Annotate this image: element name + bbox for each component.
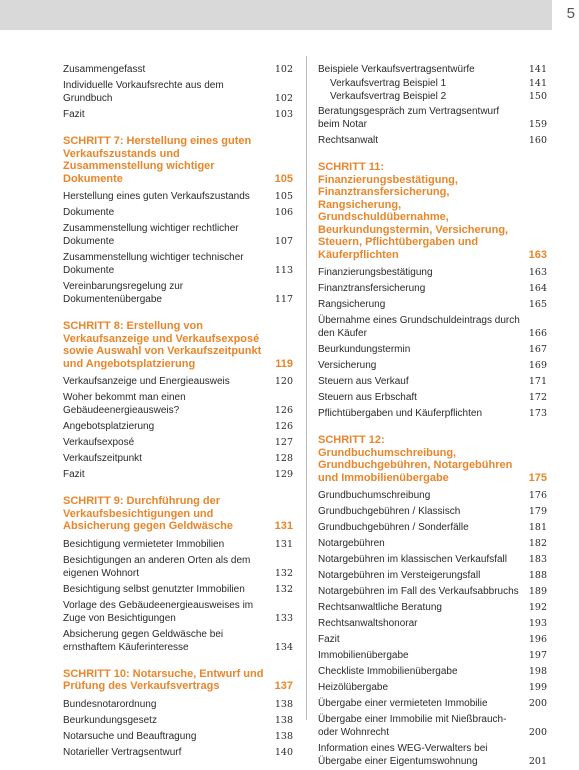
toc-entry bbox=[318, 616, 547, 632]
toc-left-column bbox=[63, 62, 293, 761]
toc-entry bbox=[318, 406, 547, 422]
toc-entry bbox=[318, 265, 547, 281]
toc-entry-title: Zusammengefasst bbox=[63, 64, 146, 75]
toc-page-number: 138 bbox=[274, 714, 293, 726]
toc-entry-title: Notarsuche und Beauftragung bbox=[63, 730, 197, 742]
toc-page-number: 103 bbox=[274, 109, 293, 120]
toc-entry-title: SCHRITT 7: Herstellung eines guten Verkaufszustands und Zusammenstellung wichtiger Dokumente bbox=[63, 135, 252, 185]
toc-entry-title: Versicherung bbox=[318, 360, 377, 371]
toc-entry-title: Übernahme eines Grundschuldeintrags durch den Käufer bbox=[318, 315, 520, 339]
toc-entry-title: Zusammenstellung wichtiger rechtlicher Dokumente bbox=[63, 223, 239, 247]
toc-entry-title: Checkliste Immobilienübergabe bbox=[318, 666, 458, 677]
toc-entry bbox=[318, 696, 547, 712]
toc-page-number: 126 bbox=[274, 421, 293, 432]
toc-page-number: 182 bbox=[528, 538, 547, 549]
toc-entry bbox=[63, 250, 293, 279]
toc-entry bbox=[63, 729, 293, 745]
toc-entry-title: Grundbuchgebühren / Sonderfälle bbox=[318, 522, 469, 533]
toc-page-number: 126 bbox=[274, 405, 293, 416]
toc-entry-title: Information eines WEG-Verwalters bei Übergabe einer Eigentumswohnung bbox=[318, 743, 488, 767]
toc-entry bbox=[318, 62, 547, 78]
toc-entry-title: Beurkundungstermin bbox=[318, 344, 411, 355]
toc-right-column bbox=[318, 62, 547, 770]
toc-entry-title: Besichtigung vermieteter Immobilien bbox=[63, 538, 225, 550]
page-number: 5 bbox=[566, 5, 575, 22]
toc-page-number: 165 bbox=[528, 299, 547, 310]
toc-entry bbox=[318, 632, 547, 648]
page-header-bar bbox=[0, 0, 579, 30]
toc-entry-title: Beurkundungsgesetz bbox=[63, 714, 157, 726]
toc-page-number: 163 bbox=[528, 248, 547, 261]
toc-entry bbox=[318, 281, 547, 297]
toc-entry bbox=[63, 553, 293, 582]
toc-entry bbox=[318, 520, 547, 536]
toc-page-number: 131 bbox=[274, 520, 293, 532]
toc-entry bbox=[318, 568, 547, 584]
toc-entry bbox=[63, 205, 293, 221]
toc-page-number: 200 bbox=[528, 698, 547, 709]
toc-entry-title: Notargebühren im klassischen Verkaufsfall bbox=[318, 554, 507, 565]
toc-entry bbox=[63, 713, 293, 729]
toc-entry-title: Fazit bbox=[63, 469, 85, 480]
toc-entry-title: Heizölübergabe bbox=[318, 682, 389, 693]
toc-page-number: 166 bbox=[528, 328, 547, 339]
toc-entry bbox=[63, 189, 293, 205]
toc-entry bbox=[63, 697, 293, 713]
toc-entry-title: Übergabe einer vermieteten Immobilie bbox=[318, 698, 488, 709]
toc-page-number: 102 bbox=[274, 64, 293, 75]
toc-entry-title: Beratungsgespräch zum Vertragsentwurf beim Notar bbox=[318, 106, 500, 130]
toc-entry-title: Pflichtübergaben und Käuferpflichten bbox=[318, 408, 483, 419]
toc-page-number: 105 bbox=[274, 191, 293, 202]
toc-page-number: 201 bbox=[528, 756, 547, 767]
toc-entry-title: Notargebühren bbox=[318, 538, 385, 549]
toc-entry bbox=[318, 536, 547, 552]
toc-entry bbox=[63, 451, 293, 467]
toc-sub-entry bbox=[318, 91, 547, 104]
toc-entry bbox=[318, 390, 547, 406]
toc-chapter-heading bbox=[63, 320, 293, 370]
toc-entry bbox=[318, 488, 547, 504]
toc-entry-title: SCHRITT 12: Grundbuchumschreibung, Grundbuchgebühren, Notargebühren und Immobilienübergabe bbox=[318, 434, 513, 484]
toc-page-number: 140 bbox=[274, 746, 293, 758]
toc-page-number: 141 bbox=[528, 64, 547, 75]
toc-entry-title: Steuern aus Verkauf bbox=[318, 376, 409, 387]
toc-page-number: 128 bbox=[274, 453, 293, 464]
toc-page-number: 129 bbox=[274, 469, 293, 480]
toc-entry bbox=[318, 133, 547, 149]
toc-entry-title: Herstellung eines guten Verkaufszustands bbox=[63, 191, 250, 202]
toc-page-number: 137 bbox=[274, 680, 293, 692]
toc-page-number: 127 bbox=[274, 437, 293, 448]
toc-page-number: 138 bbox=[274, 730, 293, 742]
toc-page-number: 106 bbox=[274, 207, 293, 218]
toc-entry bbox=[318, 600, 547, 616]
toc-page-number: 133 bbox=[274, 612, 293, 624]
toc-entry bbox=[63, 537, 293, 553]
toc-entry-title: Absicherung gegen Geldwäsche bei ernsthaftem Käuferinteresse bbox=[63, 628, 224, 653]
toc-chapter-heading bbox=[318, 434, 547, 484]
toc-entry bbox=[63, 78, 293, 107]
toc-page-number: 193 bbox=[528, 618, 547, 629]
toc-entry-title: Besichtigung selbst genutzter Immobilien bbox=[63, 583, 245, 595]
toc-page-number: 150 bbox=[528, 91, 547, 102]
toc-entry-title: SCHRITT 9: Durchführung der Verkaufsbesichtigungen und Absicherung gegen Geldwäsche bbox=[63, 495, 233, 532]
toc-page-number: 196 bbox=[528, 634, 547, 645]
toc-entry bbox=[318, 680, 547, 696]
toc-entry bbox=[318, 342, 547, 358]
toc-page-number: 198 bbox=[528, 666, 547, 677]
toc-entry-title: Rechtsanwaltliche Beratung bbox=[318, 602, 442, 613]
toc-chapter-heading bbox=[63, 495, 293, 533]
toc-page-number: 197 bbox=[528, 650, 547, 661]
toc-entry bbox=[63, 745, 293, 761]
toc-entry bbox=[318, 358, 547, 374]
toc-entry bbox=[63, 435, 293, 451]
toc-page-number: 183 bbox=[528, 554, 547, 565]
toc-page-number: 169 bbox=[528, 360, 547, 371]
toc-entry-title: Individuelle Vorkaufsrechte aus dem Grundbuch bbox=[63, 80, 224, 104]
toc-entry bbox=[318, 374, 547, 390]
toc-entry bbox=[318, 712, 547, 741]
toc-entry bbox=[63, 221, 293, 250]
toc-entry bbox=[318, 648, 547, 664]
toc-page-number: 159 bbox=[528, 119, 547, 130]
toc-page-number: 120 bbox=[274, 376, 293, 387]
toc-page-number: 131 bbox=[274, 538, 293, 550]
toc-entry-title: Vereinbarungsregelung zur Dokumentenübergabe bbox=[63, 281, 184, 305]
toc-entry bbox=[63, 467, 293, 483]
toc-entry bbox=[63, 107, 293, 123]
toc-entry-title: Beispiele Verkaufsvertragsentwürfe bbox=[318, 64, 475, 75]
toc-entry-title: Besichtigungen an anderen Orten als dem eigenen Wohnort bbox=[63, 554, 251, 579]
toc-page-number: 200 bbox=[528, 727, 547, 738]
toc-page-number: 119 bbox=[275, 357, 293, 370]
toc-page-number: 167 bbox=[528, 344, 547, 355]
toc-entry-title: Verkaufsvertrag Beispiel 1 bbox=[330, 78, 447, 89]
toc-page-number: 113 bbox=[274, 265, 293, 276]
column-divider bbox=[306, 56, 307, 720]
toc-entry-title: Vorlage des Gebäudeenergieausweises im Zuge von Besichtigungen bbox=[63, 599, 254, 624]
toc-entry bbox=[63, 62, 293, 78]
toc-entry bbox=[318, 297, 547, 313]
toc-page-number: 141 bbox=[528, 78, 547, 89]
toc-page-number: 107 bbox=[274, 236, 293, 247]
toc-entry-title: Zusammenstellung wichtiger technischer Dokumente bbox=[63, 252, 244, 276]
toc-page-number: 192 bbox=[528, 602, 547, 613]
toc-entry-title: Notarieller Vertragsentwurf bbox=[63, 746, 182, 758]
toc-entry-title: Fazit bbox=[63, 109, 85, 120]
toc-page-number: 175 bbox=[528, 471, 547, 484]
toc-entry-title: Übergabe einer Immobilie mit Nießbrauch- oder Wohnrecht bbox=[318, 714, 507, 738]
toc-entry bbox=[63, 582, 293, 598]
toc-entry bbox=[318, 104, 547, 133]
toc-entry-title: Immobilienübergabe bbox=[318, 650, 409, 661]
toc-entry bbox=[63, 390, 293, 419]
toc-entry bbox=[318, 584, 547, 600]
toc-entry bbox=[63, 598, 293, 627]
toc-chapter-heading bbox=[63, 135, 293, 185]
toc-entry-title: Angebotsplatzierung bbox=[63, 421, 155, 432]
toc-page-number: 105 bbox=[274, 172, 293, 185]
toc-page-number: 117 bbox=[274, 294, 293, 305]
header-stripe bbox=[0, 0, 552, 30]
toc-page-number: 164 bbox=[528, 283, 547, 294]
toc-entry-title: Notargebühren im Versteigerungsfall bbox=[318, 570, 481, 581]
toc-entry-title: Rangsicherung bbox=[318, 299, 386, 310]
toc-entry bbox=[63, 627, 293, 656]
toc-page-number: 102 bbox=[274, 93, 293, 104]
toc-sub-entry bbox=[318, 78, 547, 91]
toc-page-number: 132 bbox=[274, 567, 293, 579]
toc-entry bbox=[63, 279, 293, 308]
toc-page-number: 199 bbox=[528, 682, 547, 693]
toc-entry-title: Notargebühren im Fall des Verkaufsabbruchs bbox=[318, 586, 519, 597]
toc-page-number: 172 bbox=[528, 392, 547, 403]
toc-entry-title: Verkaufsanzeige und Energieausweis bbox=[63, 376, 230, 387]
toc-entry-title: Verkaufsvertrag Beispiel 2 bbox=[330, 91, 447, 102]
toc-entry-title: Woher bekommt man einen Gebäudeenergieausweis? bbox=[63, 392, 186, 416]
toc-page-number: 138 bbox=[274, 698, 293, 710]
toc-chapter-heading bbox=[318, 161, 547, 261]
toc-entry bbox=[63, 374, 293, 390]
toc-entry bbox=[318, 664, 547, 680]
toc-page-number: 173 bbox=[528, 408, 547, 419]
toc-page-number: 163 bbox=[528, 267, 547, 278]
toc-page-number: 188 bbox=[528, 570, 547, 581]
toc-page-number: 176 bbox=[528, 490, 547, 501]
toc-entry-title: Grundbuchgebühren / Klassisch bbox=[318, 506, 461, 517]
toc-entry-title: SCHRITT 10: Notarsuche, Entwurf und Prüfung des Verkaufsvertrags bbox=[63, 667, 264, 692]
toc-entry bbox=[318, 313, 547, 342]
toc-entry bbox=[318, 504, 547, 520]
toc-page-number: 189 bbox=[528, 586, 547, 597]
toc-entry-title: Rechtsanwaltshonorar bbox=[318, 618, 418, 629]
toc-entry bbox=[63, 419, 293, 435]
toc-entry-title: SCHRITT 8: Erstellung von Verkaufsanzeige und Verkaufsexposé sowie Auswahl von Verkaufszeitpunkt und Angebotsplatzierung bbox=[63, 320, 262, 370]
toc-page-number: 160 bbox=[528, 135, 547, 146]
toc-entry-title: Grundbuchumschreibung bbox=[318, 490, 431, 501]
toc-entry-title: Fazit bbox=[318, 634, 340, 645]
toc-page-number: 134 bbox=[274, 641, 293, 653]
toc-entry bbox=[318, 552, 547, 568]
toc-page-number: 179 bbox=[528, 506, 547, 517]
toc-entry-title: Steuern aus Erbschaft bbox=[318, 392, 417, 403]
toc-entry-title: SCHRITT 11: Finanzierungsbestätigung, Finanztransfersicherung, Rangsicherung, Grundschuldübernahme, Beurkundungstermin, Versicherung, Steuern, Pflichtübergaben und Käuferpflichten bbox=[318, 161, 509, 261]
toc-entry-title: Rechtsanwalt bbox=[318, 135, 379, 146]
toc-entry-title: Verkaufsexposé bbox=[63, 437, 135, 448]
toc-page-number: 132 bbox=[274, 583, 293, 595]
toc-entry-title: Verkaufszeitpunkt bbox=[63, 453, 142, 464]
toc-entry bbox=[318, 741, 547, 770]
toc-entry-title: Dokumente bbox=[63, 207, 115, 218]
toc-page-number: 171 bbox=[528, 376, 547, 387]
toc-page-number: 181 bbox=[528, 522, 547, 533]
toc-chapter-heading bbox=[63, 668, 293, 693]
toc-entry-title: Finanzierungsbestätigung bbox=[318, 267, 433, 278]
toc-entry-title: Bundesnotarordnung bbox=[63, 698, 157, 710]
toc-entry-title: Finanztransfersicherung bbox=[318, 283, 426, 294]
